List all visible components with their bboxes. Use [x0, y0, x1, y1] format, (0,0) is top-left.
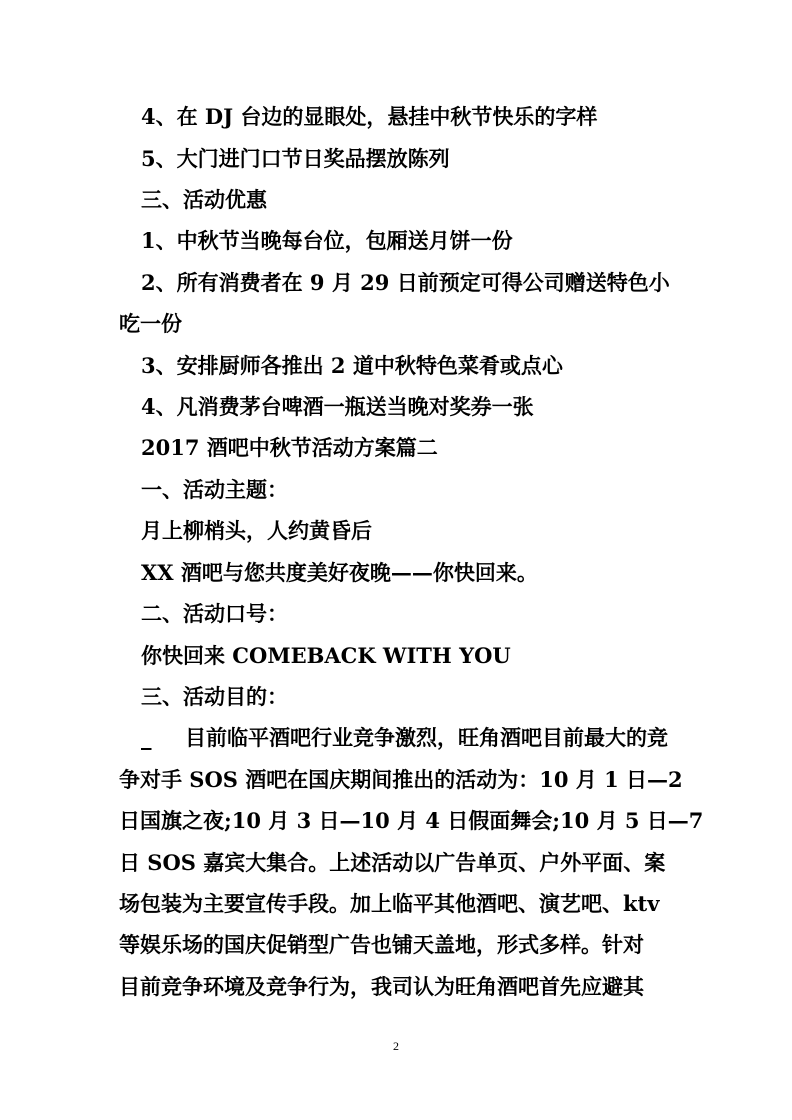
- section-heading: 二、活动口号：: [141, 601, 288, 626]
- paragraph-first-line: [0, 718, 792, 758]
- text-line: 目前竞争环境及竞争行为，我司认为旺角酒吧首先应避其: [119, 974, 644, 999]
- document-title: 2017 酒吧中秋节活动方案篇二: [141, 435, 438, 460]
- text-line: 2、所有消费者在 9 月 29 日前预定可得公司赠送特色小: [141, 270, 670, 295]
- text-line: 月上柳梢头，人约黄昏后: [141, 518, 372, 543]
- text-line: 4、凡消费茅台啤酒一瓶送当晚对奖券一张: [141, 394, 534, 419]
- section-heading: 一、活动主题：: [141, 477, 288, 502]
- text-line: 3、安排厨师各推出 2 道中秋特色菜肴或点心: [141, 353, 563, 378]
- text-line: 1、中秋节当晚每台位，包厢送月饼一份: [141, 228, 513, 253]
- section-heading: 三、活动目的：: [141, 684, 288, 709]
- text-line: 等娱乐场的国庆促销型广告也铺天盖地，形式多样。针对: [119, 932, 644, 957]
- text-line: 5、大门进门口节日奖品摆放陈列: [141, 146, 450, 171]
- text-line: XX 酒吧与您共度美好夜晚——你快回来。: [141, 560, 538, 585]
- text-line: 吃一份: [119, 311, 182, 336]
- text-line: 场包装为主要宣传手段。加上临平其他酒吧、演艺吧、ktv: [119, 891, 660, 916]
- text-line: 目前临平酒吧行业竞争激烈，旺角酒吧目前最大的竞: [185, 725, 668, 750]
- text-line: 日 SOS 嘉宾大集合。上述活动以广告单页、户外平面、案: [119, 850, 666, 875]
- text-line: 4、在 DJ 台边的显眼处，悬挂中秋节快乐的字样: [141, 104, 598, 129]
- underscore-mark: _: [141, 725, 152, 750]
- text-line: 争对手 SOS 酒吧在国庆期间推出的活动为：10 月 1 日—2: [119, 767, 683, 792]
- page-number: 2: [393, 1039, 399, 1053]
- text-line: 你快回来 COMEBACK WITH YOU: [141, 643, 511, 668]
- text-line: 日国旗之夜;10 月 3 日—10 月 4 日假面舞会;10 月 5 日—7: [119, 808, 704, 833]
- section-heading: 三、活动优惠: [141, 187, 267, 212]
